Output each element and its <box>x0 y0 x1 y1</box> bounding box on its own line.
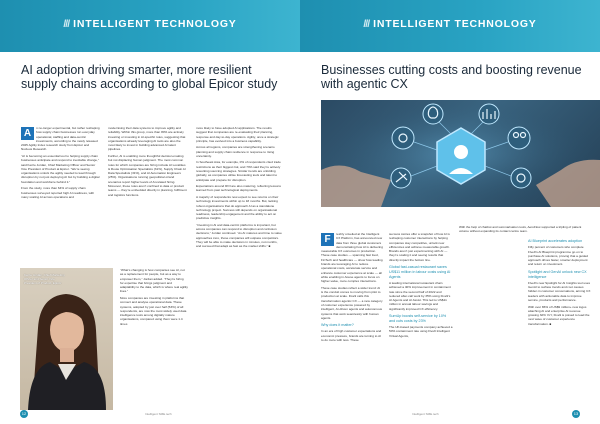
subheading: Spotlight and GenAI unlock new CX intelligence <box>528 269 587 279</box>
subheading: SumUp boosts self-service by 10% and cuts costs by 23% <box>389 314 447 323</box>
subheading: Why does it matter? <box>321 323 354 328</box>
paragraph: The UK-based payments company achieved a 50% containment rate using Five9 Intelligent Virtual Agents, <box>389 325 453 338</box>
subheading: AI Blueprint accelerates adoption <box>528 239 583 243</box>
page-footer: Intelligent SME.tech <box>412 412 439 416</box>
paragraph: A n no-longer experimental, but rather reshaping how supply chain businesses run everyday operational, staffing and data-centric investments, according to the newly released 2025 Agility Index research study from Epicor and Nucleus Research. <box>21 126 100 152</box>
drop-cap: A <box>21 127 34 140</box>
article-column-3 <box>196 126 282 251</box>
page-number: 12 <box>21 411 27 416</box>
header-slashes: /// <box>363 18 370 30</box>
section-header <box>300 0 600 52</box>
paragraph: “What’s changing is how companies see AI, not as a replacement for people, but as a way to empower them,” Jordan added. “They’re hiring for expertise that brings judgment and adaptability to the data, which is where real agility lives.” <box>120 268 188 294</box>
article-title: AI adoption driving smarter, more resilient supply chains according to global Epicor study <box>21 63 278 91</box>
paragraph: A majority of respondents now expect to see returns on their technology investments within up to 18 months. But, lacking robust organisations that do approach AI as a standalone technology project. Success still depends on organisational readiness, leadership engagement and the ability to act on predictive insights. <box>196 194 279 221</box>
portrait-photo <box>20 268 113 410</box>
hero-image <box>321 100 600 207</box>
article-column-2 <box>108 126 188 199</box>
portrait-illustration <box>20 268 113 410</box>
paragraph: Expectations around ROI are also maturing, reflecting lessons learned from past technological deployments. <box>196 184 281 193</box>
header-label: INTELLIGENT TECHNOLOGY <box>373 18 537 30</box>
paragraph: In an era of high customer expectations and economic pressure, brands are turning to AI to do more with less. These <box>321 329 382 343</box>
paragraph: Further, AI is enabling more thoughtful decision-making but not displacing human judgment. The most common roles for which companies are hiring include AI Localities & Route Optimisation Specialists (31%), Supply Chain AI Data Specialists (31%), and AI Automation Engineers (25%). Organisations running geopolitical or/and scenarios report higher levels of AI-related hiring. Moreover, these roles aren’t confined to data or product teams — they’re embedded directly in planning, fulfilment and logistics functions. <box>108 153 187 197</box>
paragraph: “AI is becoming an essential tool to helping supply chain businesses anticipate and respond to inevitable change,” said Kerrie Jordan, Chief Marketing Officer and Senior Vice President of Product at Epicor. “We’re seeing organisations unlock the agility needed to lead through disruption by not just deploying AI but by building a digital foundation and workforce behind it.” <box>21 153 100 184</box>
paragraph: With the help of chatbot and summarisation tools, AeroFlow supported a tripling of patient volume without expanding its contact centre team. <box>459 225 582 234</box>
drop-cap: F <box>321 233 334 246</box>
article-column-2-lower <box>120 268 188 328</box>
settings-icon <box>511 168 531 188</box>
article-column-1 <box>321 232 383 345</box>
paragraph: Fifty percent of customers who complete Five9’s AI Blueprint programme go on to purchase AI solutions, proving that a guided approach drives faster, smarter deployment and return on investment. <box>528 245 589 267</box>
article-column-1 <box>21 126 101 201</box>
article-column-3 <box>528 236 592 328</box>
paragraph: From the study, more than 64% of supply chain businesses surveyed reported high AI readiness, with many scaling AI across operations and <box>21 186 95 199</box>
paragraph: In Southeast Asia, for example, 0% of respondents cited trade restrictions as their biggest risk, and 73% said they’re actively reworking sourcing strategies. Similar trends are unfolding globally, as companies utilise forecasting tools and talent to anticipate and prepare for disruption. <box>196 160 281 182</box>
article-column-2 <box>389 232 453 340</box>
header-label: INTELLIGENT TECHNOLOGY <box>73 18 237 30</box>
paragraph: Five9’s new Spotlight for AI Insights tool uses GenAI to surface trends and root causes hidden in customer conversations, arming CX leaders with actionable data to improve service, products and performance. <box>528 280 591 303</box>
photo-caption: Kerrie Jordan, Chief Marketing Officer and Senior Vice President of Product, Epicor <box>24 273 65 285</box>
paragraph: With over 86% of US$9 million+ new logos attaching AI and enterprise AI revenue growing 32% YoY, Five9 is poised to lead the next wave of customer experience transformation. ■ <box>528 304 590 326</box>
right-page <box>300 0 600 424</box>
paragraph: success stories offer a snapshot of how AI is reshaping customer interactions by helping companies stay competitive, unlock new efficiencies and achieve measurable growth. Brands aren’t just experimenting with AI — they’re scaling it and seeing results that directly impact the bottom line. <box>389 232 450 262</box>
tech-icons-illustration <box>321 100 600 207</box>
page-number: 13 <box>573 411 579 416</box>
people-icon <box>508 127 530 149</box>
paragraph: More companies are investing in platforms that connect and analyse operational data. These systems, adopted by just over half (53%) of all respondents, are now the most widely used data intelligence tools among digitally mature organisations, compared using them were 1.4 times <box>120 295 187 326</box>
gear-icon <box>392 127 414 149</box>
header-slashes: /// <box>63 18 70 30</box>
subheading: Global fast-casual restaurant saves US$11 million in labour costs using AI Agents <box>389 265 451 279</box>
paragraph: A leading international restaurant chain achieved a 40% improvement in containment rate since the second half of 2022 and reduced after-call work by 35% using Five9’s AI Agents and AI Assist. This led to US$11 million in annual labour savings and significantly improved CX efficiency. <box>389 280 451 311</box>
page-footer: Intelligent SME.tech <box>145 412 172 416</box>
paragraph: modernising their data systems to improve agility and reliability. Within this group, more than 80% are actively investing or investing in AI-specific roles, suggesting that organisations already leveraging AI tools are also the most likely to invest in building advanced AI talent pipelines. <box>108 126 186 152</box>
paragraph: “Investing in AI and data-centric platforms is important, but across companies can respond to disruption and confusion decisions,” Jordan continued. “As AI matures and time to value approaches zero, those companies will outpace competitors. They will be able to make decisions in minutes, not months, and succeed that adapt as fast as the market shifts.” ■ <box>196 222 282 249</box>
article-column-3-full <box>459 225 591 236</box>
chart-icon <box>479 104 499 124</box>
paragraph: more likely to have adopted AI applications. The results suggest that companies are re-evaluating their planning, response and day-to-day operations. Agility, once a strategic principle, has evolved into a business capability. <box>196 126 279 143</box>
paragraph: These case studies reflect a wider trend: AI is the conduit comes to moving from pilot to production at scale. Five9 calls this transformation agentic CX — a new category of customer experience powered by intelligent, AI-driven agents and autonomous systems that work seamlessly with human agents. <box>321 285 383 320</box>
paragraph: Across all regions, companies are strengthening scenario planning and supply chain resilience in response to rising uncertainty. <box>196 145 275 158</box>
paragraph: F reshly unveiled at the Intelligent CX Platform, has announced new data from three global customers demonstrating how AI is delivering measurable CX outcomes in production. These case studies — spanning fast food, FinTech and healthcare — show how leading brands are leveraging AI to reduce operational costs, accelerate service and enhance customer experience at scale — all while enabling in-house agents to focus on higher-value, more complex interactions. <box>321 232 383 284</box>
article-title: Businesses cutting costs and boosting revenue with agentic CX <box>321 63 582 91</box>
section-header <box>0 0 300 52</box>
